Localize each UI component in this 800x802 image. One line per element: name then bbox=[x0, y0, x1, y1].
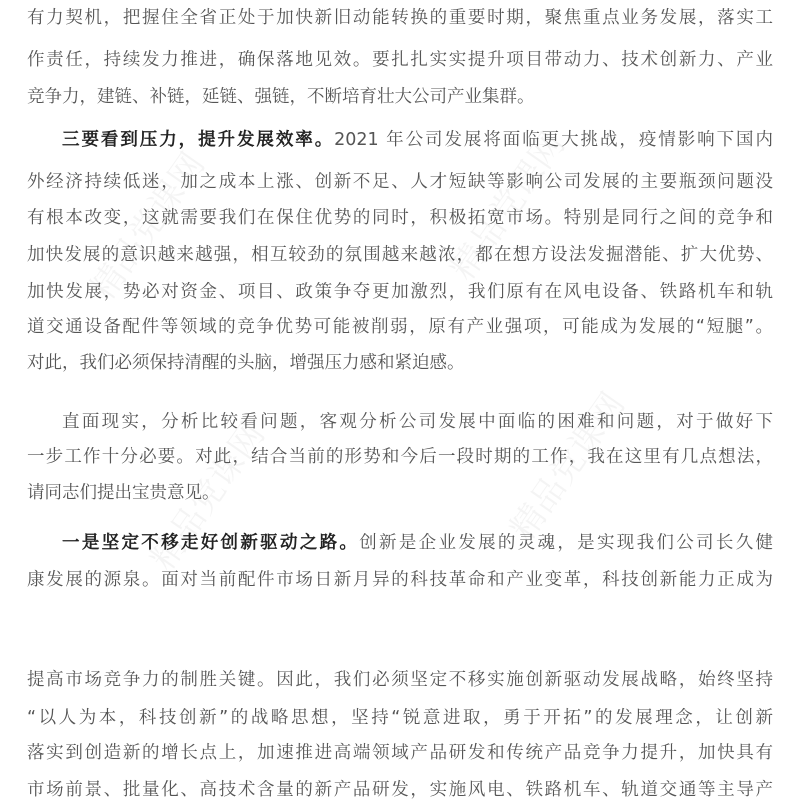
text-line: 加快发展的意识越来越强，相互较劲的氛围越来越浓，都在想方设法发掘潜能、扩大优势、 bbox=[27, 245, 773, 265]
text-line: 直面现实，分析比较看问题，客观分析公司发展中面临的困难和问题，对于做好下 bbox=[62, 412, 773, 432]
text-line: 有力契机，把握住全省正处于加快新旧动能转换的重要时期，聚焦重点业务发展，落实工 bbox=[27, 8, 773, 28]
text-line: 提高市场竞争力的制胜关键。因此，我们必须坚定不移实施创新驱动发展战略，始终坚持 bbox=[27, 670, 773, 690]
section-heading: 三要看到压力，提升发展效率。 bbox=[62, 130, 335, 150]
text-line: 康发展的源泉。面对当前配件市场日新月异的科技革命和产业变革，科技创新能力正成为 bbox=[27, 570, 773, 590]
text-line: 市场前景、批量化、高技术含量的新产品研发，实施风电、铁路机车、轨道交通等主导产 bbox=[27, 780, 773, 800]
text-line: 一步工作十分必要。对此，结合当前的形势和今后一段时期的工作，我在这里有几点想法， bbox=[27, 447, 773, 467]
text-line: 外经济持续低迷，加之成本上涨、创新不足、人才短缺等影响公司发展的主要瓶颈问题没 bbox=[27, 172, 773, 192]
text-span: 创新是企业发展的灵魂，是实现我们公司长久健 bbox=[359, 533, 774, 553]
text-line: 有根本改变，这就需要我们在保住优势的同时，积极拓宽市场。特别是同行之间的竞争和 bbox=[27, 208, 773, 228]
text-line: “以人为本，科技创新”的战略思想，坚持“锐意进取，勇于开拓”的发展理念，让创新 bbox=[27, 708, 773, 728]
text-line: 请同志们提出宝贵意见。 bbox=[27, 483, 220, 503]
text-line bbox=[62, 531, 773, 555]
text-line bbox=[62, 128, 773, 152]
text-line: 竞争力，建链、补链，延链、强链，不断培育壮大公司产业集群。 bbox=[27, 87, 535, 107]
text-line: 作责任，持续发力推进，确保落地见效。要扎扎实实提升项目带动力、技术创新力、产业 bbox=[27, 50, 773, 70]
section-heading: 一是坚定不移走好创新驱动之路。 bbox=[62, 533, 360, 553]
text-line: 对此，我们必须保持清醒的头脑，增强压力感和紧迫感。 bbox=[27, 353, 465, 373]
text-span: 2021 年公司发展将面临更大挑战，疫情影响下国内 bbox=[334, 130, 773, 150]
text-line: 加快发展，势必对资金、项目、政策争夺更加激烈，我们原有在风电设备、铁路机车和轨 bbox=[27, 282, 773, 302]
text-line: 道交通设备配件等领域的竞争优势可能被削弱，原有产业强项，可能成为发展的“短腿”。 bbox=[27, 317, 773, 337]
text-line: 落实到创造新的增长点上，加速推进高端领域产品研发和传统产品竞争力提升，加快具有 bbox=[27, 743, 773, 763]
